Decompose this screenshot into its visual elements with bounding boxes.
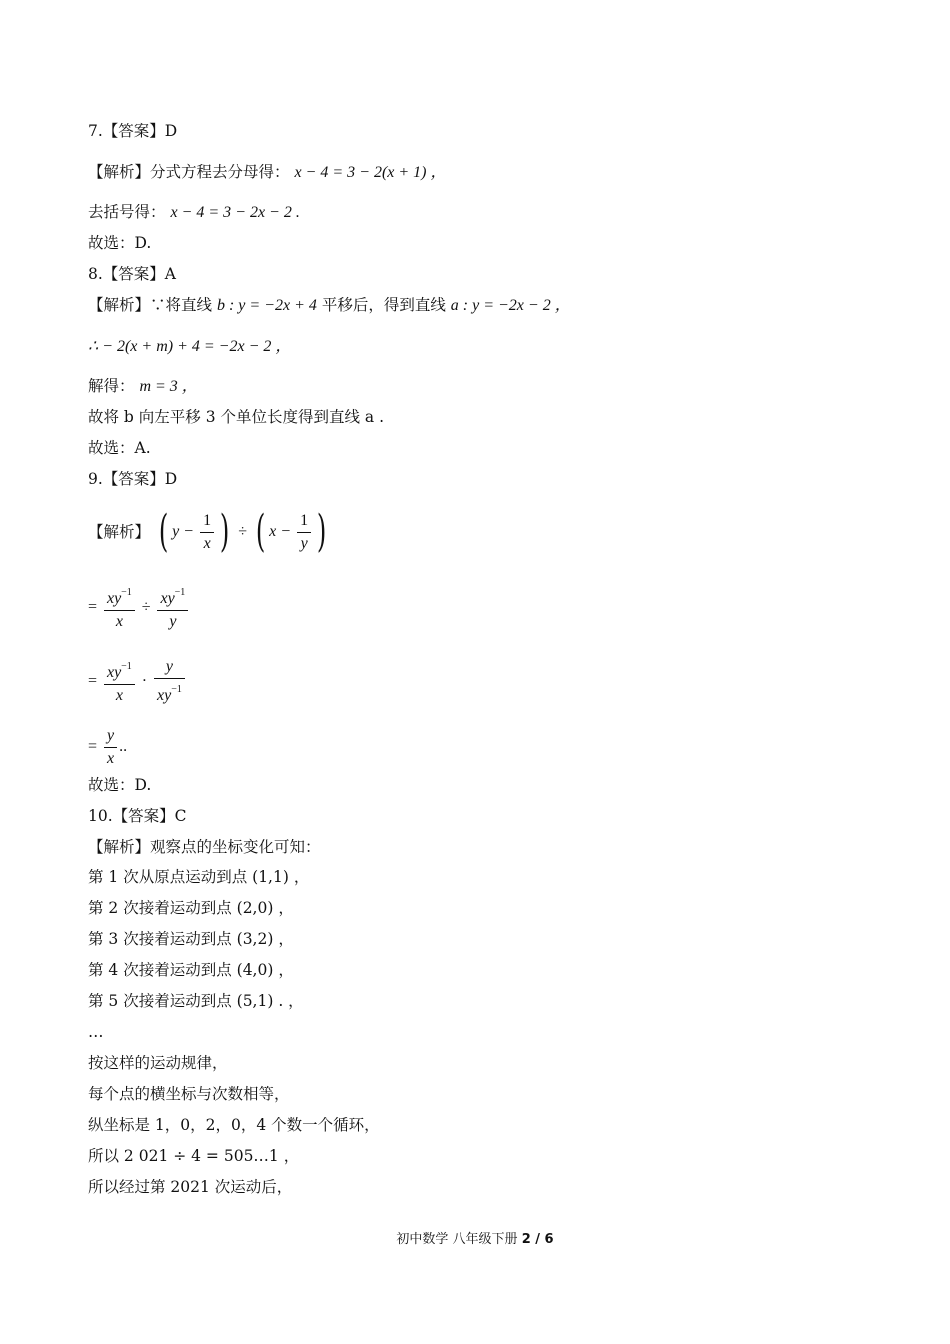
q10-x-rule: 每个点的横坐标与次数相等，	[88, 1085, 290, 1103]
q9-analysis-label: 【解析】	[88, 523, 151, 541]
q8-analysis-mid: 平移后，得到直线	[321, 296, 446, 314]
q8-answer: 8.【答案】A	[88, 265, 176, 283]
trailing-dots: ..	[119, 738, 128, 755]
var-y: y	[172, 523, 180, 540]
left-paren: (	[158, 506, 169, 557]
q7-conclusion: 故选：D.	[88, 234, 152, 252]
q7-analysis-label: 【解析】分式方程去分母得：	[88, 163, 290, 181]
q8-therefore-equation: ∴ − 2(x + m) + 4 = −2x − 2 ，	[88, 338, 292, 355]
left-paren: (	[255, 506, 266, 557]
denominator: x	[106, 749, 115, 767]
equals-sign: =	[88, 738, 98, 755]
q8-analysis-label: 【解析】∵将直线	[88, 296, 213, 314]
exponent: −1	[121, 587, 132, 598]
right-paren: )	[317, 506, 327, 557]
exponent: −1	[121, 661, 132, 672]
numerator: 1	[200, 510, 214, 533]
fraction-1-over-y	[297, 510, 311, 555]
multiply-dot: ·	[141, 672, 148, 690]
denominator: x	[115, 687, 123, 704]
denominator: x	[203, 534, 211, 552]
fraction-xy-over-y	[157, 582, 188, 633]
page-number: 2 / 6	[521, 1232, 554, 1247]
xy-term: xy	[106, 664, 122, 681]
denominator: y	[300, 534, 308, 552]
fraction-xy-over-x	[104, 656, 135, 707]
denominator: y	[169, 613, 177, 630]
q7-step	[88, 202, 300, 223]
fraction-xy-over-x	[104, 582, 135, 633]
q8-line-b: b : y = −2x + 4	[216, 297, 317, 314]
q8-solve-label: 解得：	[88, 377, 135, 395]
q8-solve-equation: m = 3 ，	[139, 378, 198, 395]
denominator: x	[115, 613, 123, 630]
equals-sign: =	[88, 598, 98, 616]
q7-analysis	[88, 162, 447, 183]
numerator: y	[104, 725, 117, 748]
fraction-1-over-x	[200, 510, 214, 555]
xy-term: xy	[157, 687, 172, 704]
q7-equation: x − 4 = 3 − 2(x + 1) ，	[294, 164, 447, 181]
q8-conclusion: 故选：A.	[88, 439, 151, 457]
q10-step-3: 第 3 次接着运动到点 (3,2) ，	[88, 930, 294, 948]
q10-after: 所以经过第 2021 次运动后，	[88, 1178, 293, 1196]
xy-term: xy	[106, 590, 122, 607]
q9-step3	[88, 722, 127, 770]
fraction-y-over-xy	[154, 656, 185, 707]
minus-sign: −	[184, 523, 194, 540]
q7-step-label: 去括号得：	[88, 203, 166, 221]
q7-answer: 7.【答案】D	[88, 122, 178, 140]
q10-analysis: 【解析】观察点的坐标变化可知：	[88, 838, 321, 856]
q8-solve	[88, 376, 198, 397]
var-x: x	[269, 523, 277, 540]
minus-sign: −	[281, 523, 291, 540]
numerator: y	[154, 656, 185, 679]
q8-therefore	[88, 336, 291, 357]
divide-sign: ÷	[238, 523, 248, 540]
exponent: −1	[174, 587, 186, 598]
fraction-y-over-x	[104, 725, 117, 770]
q10-y-rule: 纵坐标是 1，0，2，0，4 个数一个循环，	[88, 1116, 380, 1134]
q10-step-1: 第 1 次从原点运动到点 (1,1) ，	[88, 868, 310, 886]
q9-expression	[88, 505, 330, 557]
q8-analysis	[88, 295, 571, 316]
q9-answer: 9.【答案】D	[88, 470, 178, 488]
q10-step-4: 第 4 次接着运动到点 (4,0) ，	[88, 961, 294, 979]
equals-sign: =	[88, 672, 98, 690]
page-footer	[0, 1228, 950, 1247]
q10-rule: 按这样的运动规律，	[88, 1054, 228, 1072]
exponent: −1	[171, 684, 182, 695]
q10-calc: 所以 2 021 ÷ 4 = 505…1 ，	[88, 1147, 300, 1165]
q9-step1	[88, 582, 190, 630]
xy-term: xy	[160, 590, 175, 607]
q10-step-2: 第 2 次接着运动到点 (2,0) ，	[88, 899, 294, 917]
q10-ellipsis: …	[88, 1023, 104, 1041]
divide-sign: ÷	[141, 598, 151, 616]
numerator: 1	[297, 510, 311, 533]
q8-line-a: a : y = −2x − 2 ，	[450, 297, 571, 314]
q8-shift: 故将 b 向左平移 3 个单位长度得到直线 a .	[88, 408, 385, 426]
q9-step2	[88, 656, 187, 704]
q10-answer: 10.【答案】C	[88, 807, 187, 825]
q9-conclusion: 故选：D.	[88, 776, 152, 794]
q10-step-5: 第 5 次接着运动到点 (5,1) . ，	[88, 992, 304, 1010]
right-paren: )	[220, 506, 230, 557]
q7-step-equation: x − 4 = 3 − 2x − 2 .	[170, 204, 300, 221]
footer-subject: 初中数学 八年级下册	[396, 1232, 518, 1247]
